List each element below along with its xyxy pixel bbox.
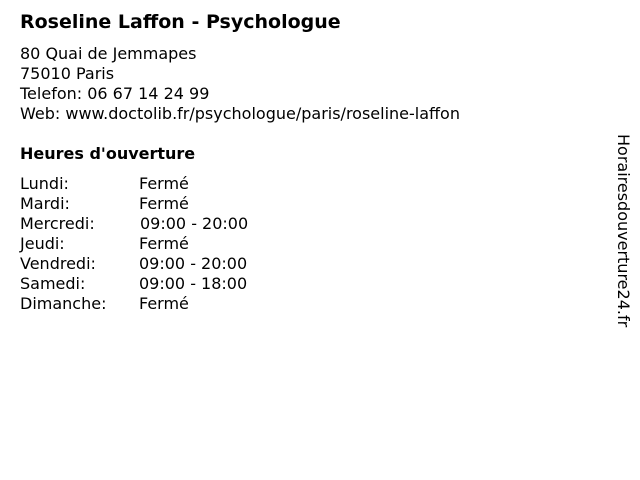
day-label: Samedi:: [20, 274, 86, 293]
address-block: [20, 44, 460, 124]
day-label: Jeudi:: [20, 234, 65, 253]
day-label: Mercredi:: [20, 214, 95, 233]
day-label: Mardi:: [20, 194, 70, 213]
day-hours: 09:00 - 20:00: [140, 214, 249, 233]
address-street: 80 Quai de Jemmapes: [20, 44, 197, 63]
day-hours: Fermé: [139, 294, 189, 313]
day-hours: Fermé: [139, 194, 189, 213]
business-title: Roseline Laffon - Psychologue: [20, 11, 341, 33]
day-hours: Fermé: [139, 234, 189, 253]
day-label: Lundi:: [20, 174, 69, 193]
day-label: Dimanche:: [20, 294, 107, 313]
opening-hours-heading: Heures d'ouverture: [20, 144, 196, 163]
website-line: Web: www.doctolib.fr/psychologue/paris/roseline-laffon: [20, 104, 460, 123]
day-hours: 09:00 - 20:00: [139, 254, 248, 273]
address-city: 75010 Paris: [20, 64, 115, 83]
phone-line: Telefon: 06 67 14 24 99: [20, 84, 210, 103]
day-hours: 09:00 - 18:00: [139, 274, 248, 293]
day-label: Vendredi:: [20, 254, 96, 273]
day-hours: Fermé: [139, 174, 189, 193]
site-watermark: Horairesdouverture24.fr: [614, 134, 633, 328]
